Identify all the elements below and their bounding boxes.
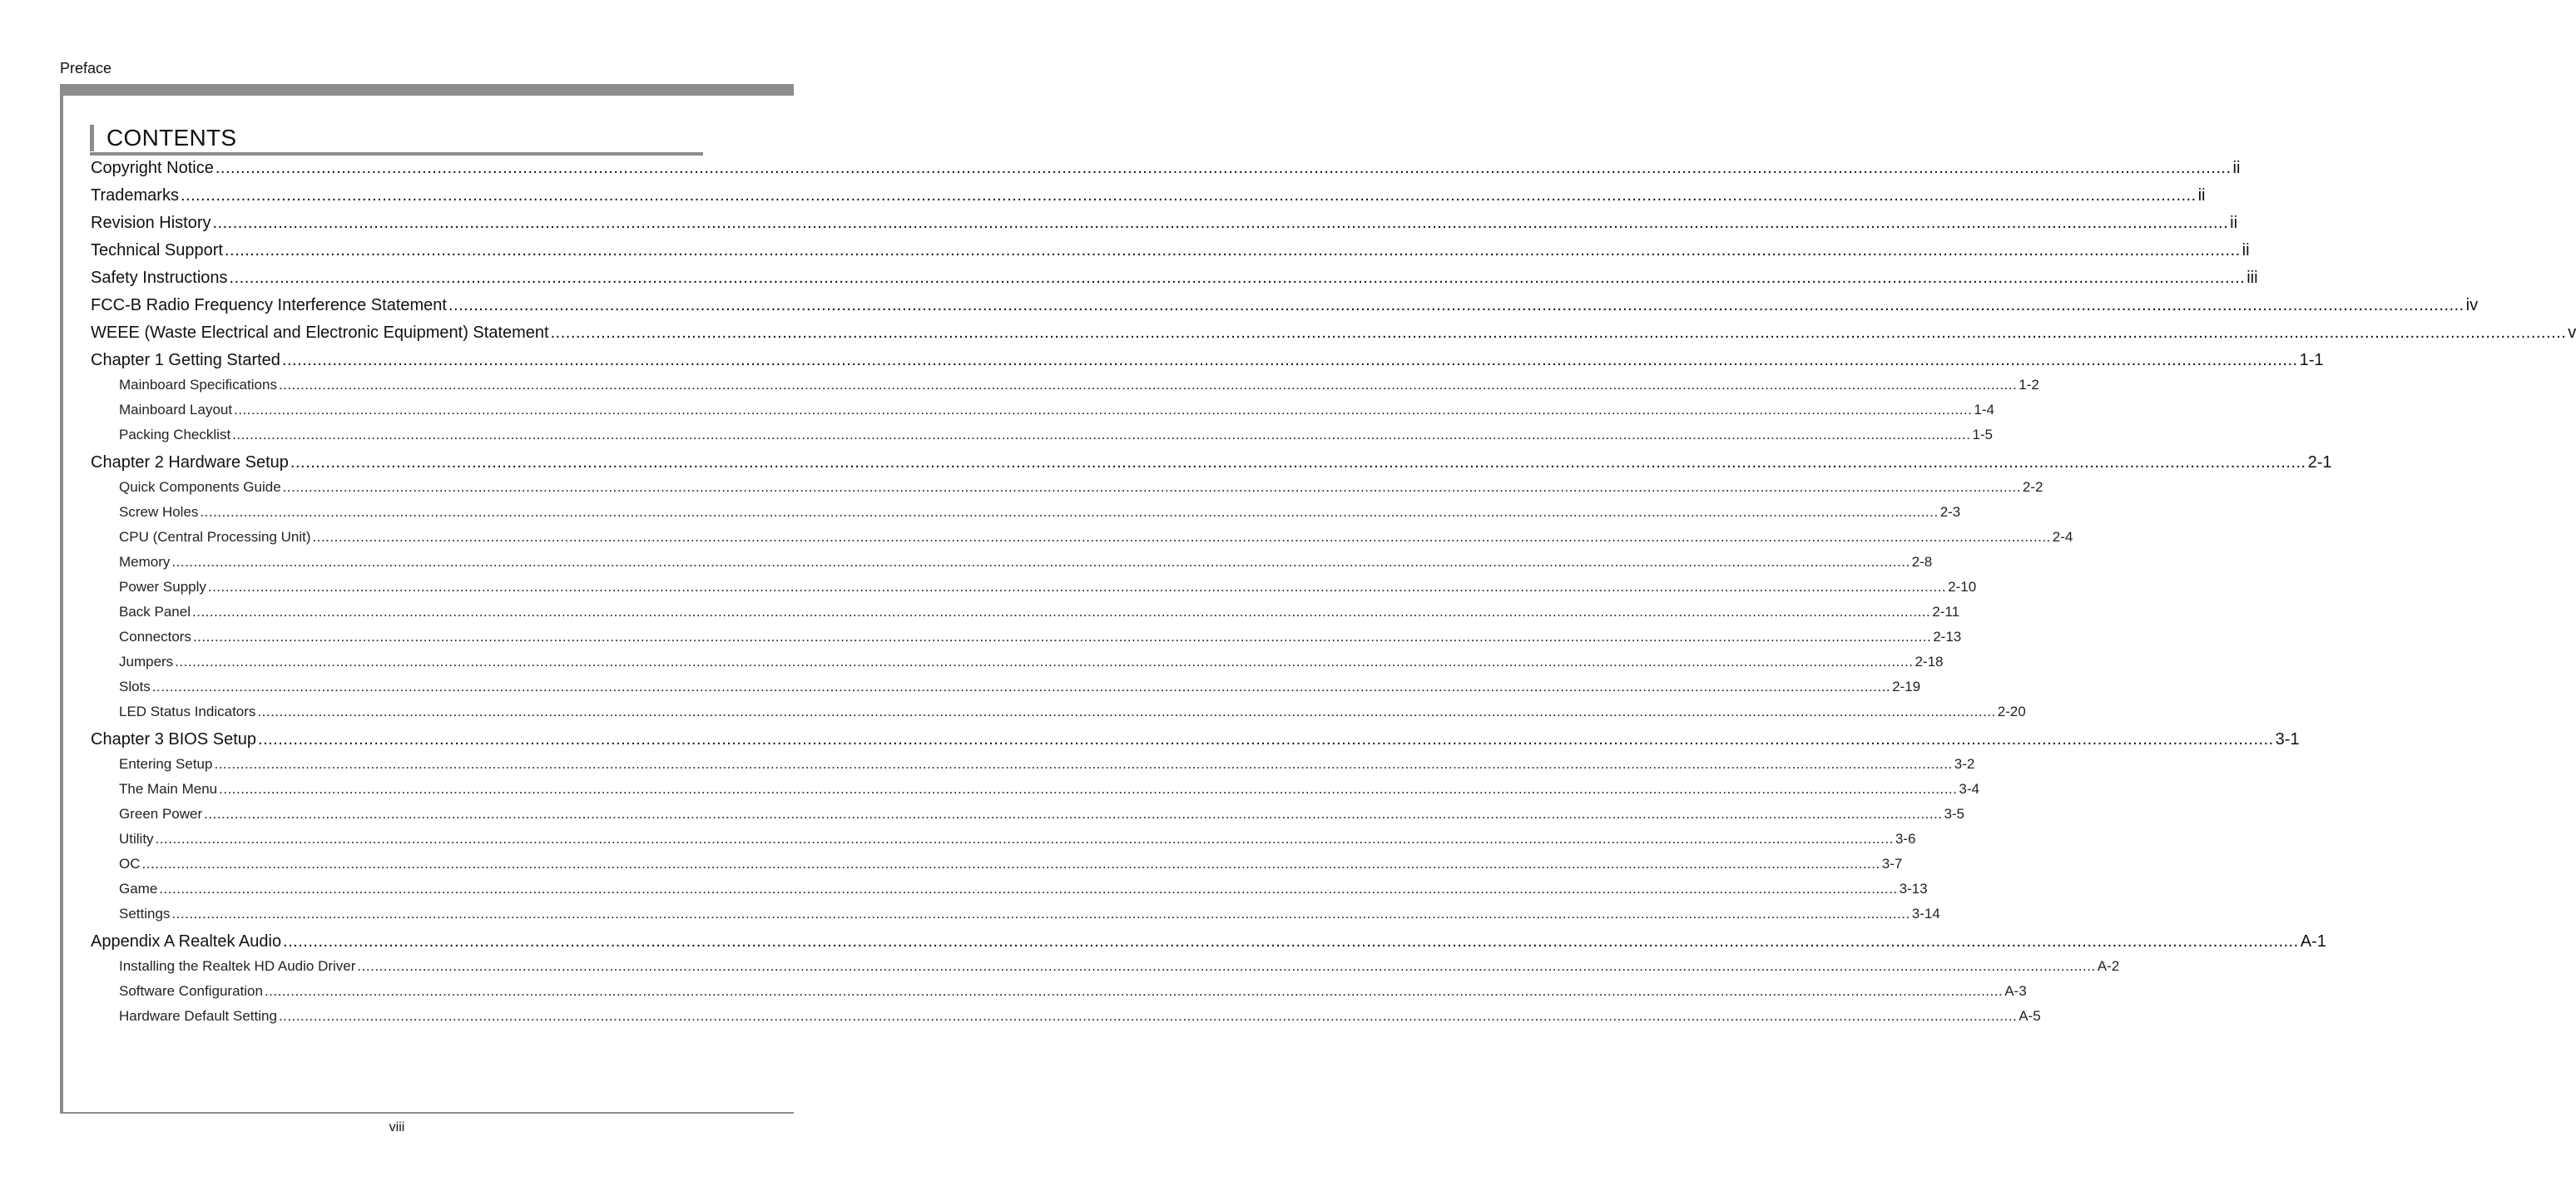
toc-entry-label: The Main Menu [119, 781, 218, 797]
header-bar [60, 84, 794, 96]
toc-entry-page: ii [2242, 241, 2250, 259]
toc-leader-dots: ................................................................................................................................................................................................................................................................................................................................................................................................................ [448, 296, 2465, 314]
toc-entry[interactable] [119, 629, 1962, 649]
toc-entry[interactable] [91, 269, 2258, 292]
bottom-border [60, 1112, 794, 1114]
toc-entry-label: Connectors [119, 629, 191, 645]
toc-entry-page: 2-3 [1939, 504, 1961, 520]
toc-entry-page: 1-4 [1974, 402, 1994, 418]
toc-entry-page: 2-4 [2052, 529, 2073, 545]
toc-entry[interactable] [119, 377, 2039, 397]
toc-leader-dots: ................................................................................................................................................................................................................................................................................................................................................................................................................ [180, 186, 2197, 205]
toc-leader-dots: ................................................................................................................................................................................................................................................................................................................................................................................................................ [229, 269, 2246, 287]
toc-entry-page: 3-1 [2275, 730, 2300, 749]
toc-entry[interactable] [119, 906, 1940, 926]
toc-entry-page: 2-13 [1933, 629, 1962, 645]
toc-entry-page: ii [2230, 214, 2238, 232]
toc-entry[interactable] [119, 504, 1961, 524]
toc-entry-page: 3-5 [1944, 806, 1965, 822]
toc-entry-page: v [2568, 324, 2576, 342]
toc-leader-dots: ................................................................................................................................................................................................................................................................................................................................................................................................................ [357, 958, 2096, 974]
contents-heading [90, 123, 703, 156]
toc-entry-label: Installing the Realtek HD Audio Driver [119, 958, 356, 974]
toc-entry-label: Hardware Default Setting [119, 1008, 277, 1024]
toc-leader-dots: ................................................................................................................................................................................................................................................................................................................................................................................................................ [212, 214, 2229, 232]
page-number: viii [389, 1120, 405, 1134]
toc-entry-page: iii [2247, 269, 2258, 287]
toc-entry[interactable] [119, 704, 2026, 724]
toc-entry-page: A-3 [2004, 983, 2027, 999]
toc-entry-label: Chapter 2 Hardware Setup [91, 453, 289, 472]
toc-entry[interactable] [119, 554, 1933, 574]
toc-entry[interactable] [119, 881, 1928, 901]
toc-entry-page: ii [2232, 159, 2241, 177]
toc-entry-page: 2-10 [1948, 579, 1977, 595]
toc-entry[interactable] [91, 730, 2300, 754]
toc-entry-label: Back Panel [119, 604, 191, 620]
toc-entry[interactable] [119, 1008, 2041, 1028]
toc-entry-label: WEEE (Waste Electrical and Electronic Equipment) Statement [91, 324, 549, 342]
toc-entry-label: Software Configuration [119, 983, 263, 999]
heading-marker [90, 125, 94, 151]
toc-entry-label: Copyright Notice [91, 159, 214, 177]
toc-entry[interactable] [119, 856, 1903, 876]
toc-leader-dots: ................................................................................................................................................................................................................................................................................................................................................................................................................ [159, 881, 1898, 897]
toc-entry-page: A-1 [2300, 932, 2326, 951]
toc-entry-page: iv [2465, 296, 2479, 314]
toc-entry-page: 2-1 [2307, 453, 2332, 472]
toc-entry[interactable] [91, 159, 2241, 182]
toc-entry-page: 1-5 [1972, 427, 1994, 442]
toc-entry-page: 1-1 [2299, 351, 2324, 369]
toc-entry[interactable] [91, 453, 2332, 477]
heading-underline [90, 152, 703, 156]
toc-entry-label: Safety Instructions [91, 269, 228, 287]
toc-leader-dots: ................................................................................................................................................................................................................................................................................................................................................................................................................ [232, 427, 1971, 442]
toc-leader-dots: ................................................................................................................................................................................................................................................................................................................................................................................................................ [151, 679, 1891, 694]
toc-entry-label: Settings [119, 906, 171, 922]
page-title: CONTENTS [107, 125, 237, 151]
toc-entry[interactable] [119, 983, 2027, 1003]
toc-leader-dots: ................................................................................................................................................................................................................................................................................................................................................................................................................ [224, 241, 2241, 259]
toc-leader-dots: ................................................................................................................................................................................................................................................................................................................................................................................................................ [264, 983, 2004, 999]
toc-leader-dots: ................................................................................................................................................................................................................................................................................................................................................................................................................ [283, 932, 2299, 951]
toc-entry-label: LED Status Indicators [119, 704, 256, 719]
toc-entry[interactable] [119, 831, 1916, 851]
toc-entry-label: FCC-B Radio Frequency Interference Statement [91, 296, 447, 314]
toc-leader-dots: ................................................................................................................................................................................................................................................................................................................................................................................................................ [175, 654, 1914, 670]
toc-entry-label: Green Power [119, 806, 203, 822]
toc-entry-page: 3-4 [1959, 781, 1979, 797]
toc-entry-page: ii [2197, 186, 2206, 205]
toc-entry-page: 3-2 [1954, 756, 1975, 772]
toc-leader-dots: ................................................................................................................................................................................................................................................................................................................................................................................................................ [282, 479, 2021, 495]
toc-entry[interactable] [119, 781, 1979, 801]
toc-entry-label: Technical Support [91, 241, 223, 259]
toc-leader-dots: ................................................................................................................................................................................................................................................................................................................................................................................................................ [192, 604, 1931, 620]
toc-entry-label: Jumpers [119, 654, 174, 670]
toc-leader-dots: ................................................................................................................................................................................................................................................................................................................................................................................................................ [171, 906, 1910, 922]
toc-entry-page: 2-20 [1997, 704, 2026, 719]
toc-entry[interactable] [91, 296, 2479, 319]
toc-leader-dots: ................................................................................................................................................................................................................................................................................................................................................................................................................ [257, 704, 1996, 719]
toc-entry[interactable] [119, 604, 1960, 624]
left-border [60, 84, 63, 1114]
toc-entry-label: Chapter 1 Getting Started [91, 351, 280, 369]
toc-entry[interactable] [119, 679, 1921, 699]
toc-entry-label: Chapter 3 BIOS Setup [91, 730, 257, 749]
toc-entry-page: A-5 [2019, 1008, 2041, 1024]
toc-entry-page: 2-8 [1911, 554, 1933, 570]
toc-leader-dots: ................................................................................................................................................................................................................................................................................................................................................................................................................ [204, 806, 1943, 822]
toc-entry-label: Utility [119, 831, 154, 847]
toc-entry[interactable] [91, 214, 2238, 237]
toc-entry[interactable] [119, 806, 1965, 826]
toc-leader-dots: ................................................................................................................................................................................................................................................................................................................................................................................................................ [278, 377, 2018, 393]
toc-entry-page: 2-19 [1892, 679, 1921, 694]
toc-entry-label: Appendix A Realtek Audio [91, 932, 282, 951]
toc-entry-label: Game [119, 881, 158, 897]
toc-leader-dots: ................................................................................................................................................................................................................................................................................................................................................................................................................ [550, 324, 2567, 342]
toc-leader-dots: ................................................................................................................................................................................................................................................................................................................................................................................................................ [219, 781, 1958, 797]
toc-leader-dots: ................................................................................................................................................................................................................................................................................................................................................................................................................ [207, 579, 1947, 595]
toc-entry[interactable] [119, 529, 2073, 549]
toc-leader-dots: ................................................................................................................................................................................................................................................................................................................................................................................................................ [281, 351, 2298, 369]
toc-entry-page: 3-6 [1895, 831, 1916, 847]
toc-entry[interactable] [119, 427, 1994, 447]
toc-entry-page: 3-14 [1911, 906, 1940, 922]
toc-entry-label: Revision History [91, 214, 211, 232]
toc-leader-dots: ................................................................................................................................................................................................................................................................................................................................................................................................................ [278, 1008, 2018, 1024]
toc-entry-label: Power Supply [119, 579, 206, 595]
toc-entry[interactable] [91, 241, 2250, 264]
toc-entry[interactable] [91, 351, 2324, 374]
toc-entry-label: Mainboard Specifications [119, 377, 277, 393]
toc-entry-label: Quick Components Guide [119, 479, 281, 495]
toc-leader-dots: ................................................................................................................................................................................................................................................................................................................................................................................................................ [200, 504, 1939, 520]
toc-entry-label: Memory [119, 554, 171, 570]
toc-entry[interactable] [119, 958, 2120, 978]
toc-entry-label: Slots [119, 679, 151, 694]
toc-leader-dots: ................................................................................................................................................................................................................................................................................................................................................................................................................ [192, 629, 1932, 645]
toc-entry-label: Mainboard Layout [119, 402, 233, 418]
toc-entry[interactable] [119, 402, 1994, 422]
section-label: Preface [60, 60, 112, 77]
toc-entry-page: 2-18 [1915, 654, 1944, 670]
toc-leader-dots: ................................................................................................................................................................................................................................................................................................................................................................................................................ [234, 402, 1973, 418]
toc-leader-dots: ................................................................................................................................................................................................................................................................................................................................................................................................................ [155, 831, 1894, 847]
toc-entry[interactable] [119, 756, 1975, 776]
toc-leader-dots: ................................................................................................................................................................................................................................................................................................................................................................................................................ [171, 554, 1910, 570]
toc-leader-dots: ................................................................................................................................................................................................................................................................................................................................................................................................................ [215, 159, 2232, 177]
toc-entry-page: 2-2 [2022, 479, 2043, 495]
toc-entry-label: Entering Setup [119, 756, 213, 772]
toc-entry-page: 2-11 [1932, 604, 1960, 620]
toc-entry-page: 3-7 [1881, 856, 1903, 872]
toc-leader-dots: ................................................................................................................................................................................................................................................................................................................................................................................................................ [141, 856, 1880, 872]
toc-leader-dots: ................................................................................................................................................................................................................................................................................................................................................................................................................ [258, 730, 2274, 749]
toc-entry-page: 3-13 [1899, 881, 1928, 897]
toc-entry-label: Trademarks [91, 186, 179, 205]
toc-leader-dots: ................................................................................................................................................................................................................................................................................................................................................................................................................ [214, 756, 1953, 772]
toc-entry[interactable] [91, 324, 2576, 347]
toc-entry[interactable] [91, 932, 2326, 956]
toc-entry-label: Packing Checklist [119, 427, 231, 442]
toc-entry[interactable] [119, 479, 2043, 499]
toc-entry[interactable] [119, 654, 1944, 674]
toc-leader-dots: ................................................................................................................................................................................................................................................................................................................................................................................................................ [312, 529, 2051, 545]
toc-entry[interactable] [119, 579, 1977, 599]
toc-entry-label: CPU (Central Processing Unit) [119, 529, 311, 545]
toc-entry[interactable] [91, 186, 2206, 210]
toc-entry-page: 1-2 [2019, 377, 2039, 393]
toc-entry-label: OC [119, 856, 141, 872]
toc-entry-label: Screw Holes [119, 504, 199, 520]
toc-leader-dots: ................................................................................................................................................................................................................................................................................................................................................................................................................ [290, 453, 2306, 472]
toc-entry-page: A-2 [2097, 958, 2120, 974]
